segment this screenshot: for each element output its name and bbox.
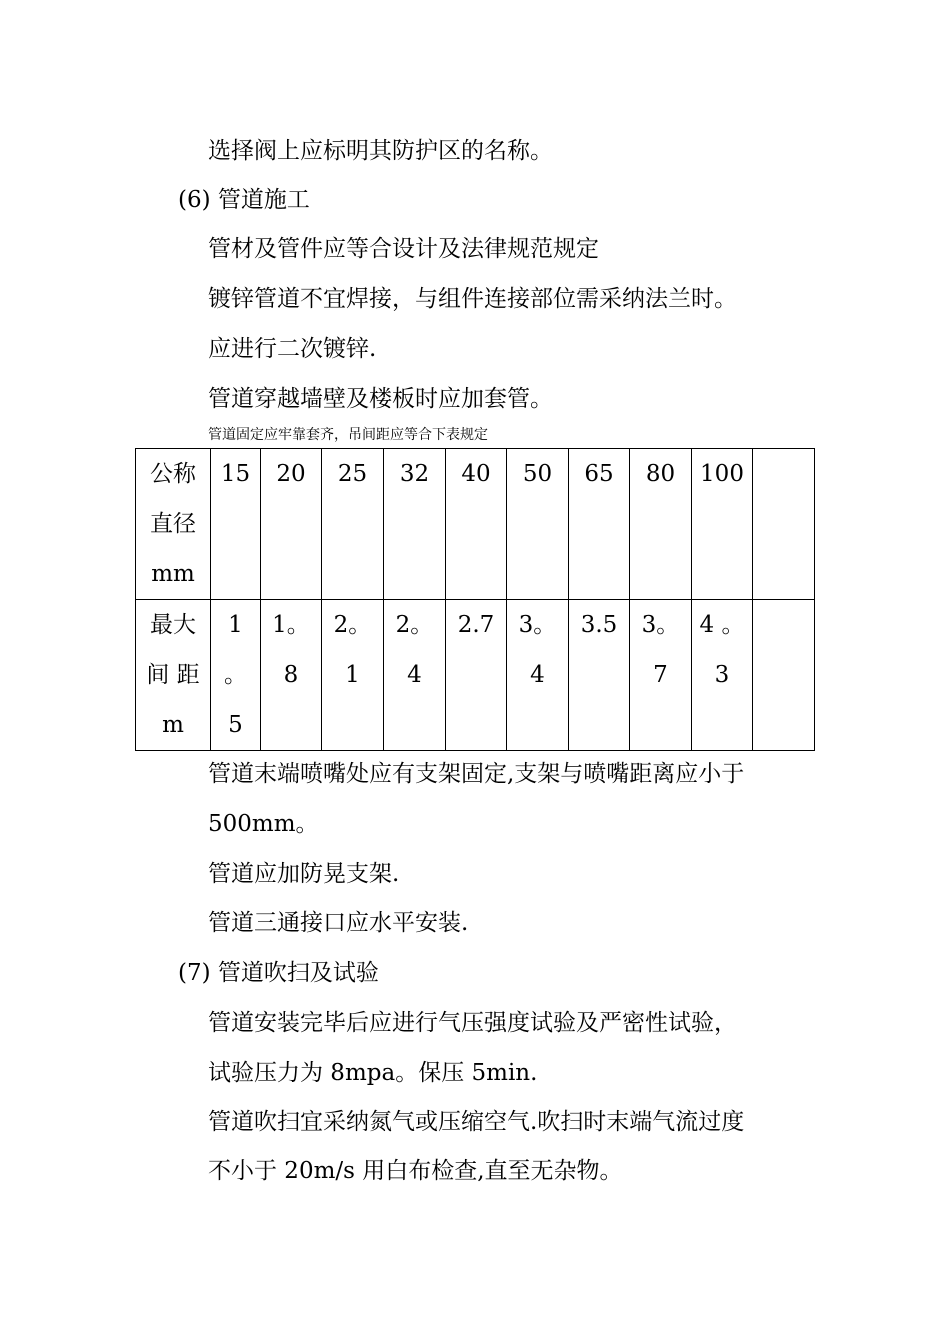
cell-line: 1 — [228, 612, 243, 638]
paragraph-line: 管道穿越墙壁及楼板时应加套管。 — [208, 386, 553, 412]
cell-line: 2。 — [333, 612, 372, 638]
cell-line: 4 — [407, 662, 422, 688]
spacing-table — [135, 448, 815, 751]
table-cell — [384, 449, 446, 600]
paragraph-line: 管道安装完毕后应进行气压强度试验及严密性试验， — [208, 1010, 737, 1036]
cell-line: 100 — [700, 461, 744, 487]
table-cell — [446, 600, 507, 751]
cell-line: 直径 — [150, 511, 196, 537]
cell-line: 最大 — [150, 612, 196, 638]
paragraph-line: 选择阀上应标明其防护区的名称。 — [208, 138, 553, 164]
cell-line: 65 — [584, 461, 614, 487]
table-cell — [507, 449, 569, 600]
cell-line: 4 — [530, 662, 545, 688]
paragraph-line: 管道应加防晃支架. — [208, 861, 400, 887]
cell-line: 3。 — [641, 612, 680, 638]
section-heading: (6) 管道施工 — [178, 187, 310, 213]
cell-line: 。 — [224, 662, 247, 688]
cell-line: 50 — [522, 461, 553, 487]
table-cell — [753, 449, 815, 600]
table-cell — [692, 449, 753, 600]
table-cell — [753, 600, 815, 751]
cell-line: 1 — [345, 662, 360, 688]
table-row — [136, 600, 815, 751]
cell-line: 2。 — [395, 612, 434, 638]
table-cell — [569, 600, 630, 751]
paragraph-line: 管道三通接口应水平安装. — [208, 910, 469, 936]
cell-line: 4 。 — [699, 612, 745, 638]
table-cell — [692, 600, 753, 751]
cell-line: m — [162, 712, 184, 738]
section-heading: (7) 管道吹扫及试验 — [178, 960, 379, 986]
table-cell — [261, 449, 322, 600]
paragraph-line: 管道吹扫宜采纳氮气或压缩空气.吹扫时末端气流过度 — [208, 1109, 745, 1135]
cell-line: 公称 — [150, 461, 196, 487]
table-row — [136, 449, 815, 600]
cell-line: 3。 — [518, 612, 557, 638]
cell-line: 15 — [220, 461, 251, 487]
cell-line: 间 距 — [146, 662, 200, 688]
paragraph-line: 镀锌管道不宜焊接，与组件连接部位需采纳法兰时。 — [208, 286, 737, 312]
table-cell — [322, 449, 384, 600]
cell-line: 1。 — [272, 612, 310, 638]
table-cell — [322, 600, 384, 751]
table-cell — [569, 449, 630, 600]
cell-line: 80 — [645, 461, 676, 487]
cell-line: 5 — [228, 712, 243, 738]
paragraph-line: 试验压力为 8mpa。保压 5min. — [208, 1060, 538, 1086]
cell-line: 40 — [461, 461, 491, 487]
table-header-cell — [136, 600, 211, 751]
table-caption: 管道固定应牢靠套齐，吊间距应等合下表规定 — [208, 427, 488, 443]
cell-line: 25 — [337, 461, 368, 487]
cell-line: 20 — [276, 461, 306, 487]
cell-line: 7 — [653, 662, 668, 688]
table-cell — [630, 449, 692, 600]
table-cell — [211, 600, 261, 751]
table-cell — [507, 600, 569, 751]
table-cell — [211, 449, 261, 600]
table-cell — [446, 449, 507, 600]
table-cell — [384, 600, 446, 751]
cell-line: 2.7 — [457, 612, 495, 638]
paragraph-line: 管道末端喷嘴处应有支架固定,支架与喷嘴距离应小于 — [208, 761, 745, 787]
cell-line: 3.5 — [580, 612, 618, 638]
paragraph-line: 应进行二次镀锌. — [208, 336, 377, 362]
table-cell — [630, 600, 692, 751]
table-header-cell — [136, 449, 211, 600]
cell-line: 32 — [399, 461, 430, 487]
cell-line: 8 — [283, 662, 299, 688]
paragraph-line: 不小于 20m/s 用白布检查,直至无杂物。 — [208, 1158, 623, 1184]
paragraph-line: 500mm。 — [208, 811, 319, 837]
paragraph-line: 管材及管件应等合设计及法律规范规定 — [208, 236, 599, 262]
cell-line: mm — [151, 561, 195, 587]
table-cell — [261, 600, 322, 751]
cell-line: 3 — [714, 662, 730, 688]
